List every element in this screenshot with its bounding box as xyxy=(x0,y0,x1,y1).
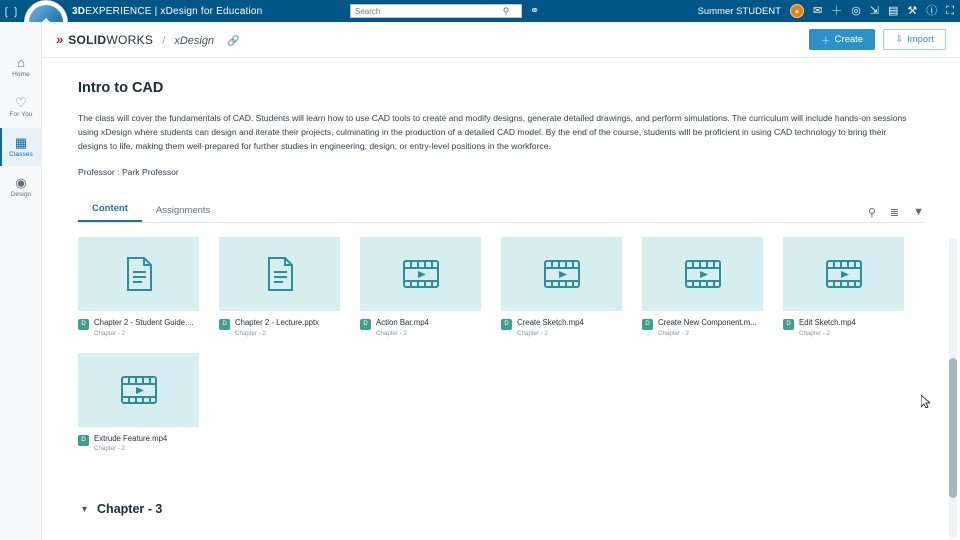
content-card[interactable] xyxy=(360,237,481,337)
video-icon xyxy=(684,259,722,289)
content-card[interactable] xyxy=(78,353,199,453)
card-meta xyxy=(783,318,904,337)
page-description: The class will cover the fundamentals of CAD. Students will learn how to use CAD tools to create and modify designs, generate detailed drawings, and perform simulations. The curriculum will include hands-on sessions using xDesign where students can design and iterate their projects, culminating in the production of a detailed CAD model. By the end of the course, students will be proficient in using CAD technology to bring their designs to life, making them well-prepared for further studies in engineering, design, or entry-level positions in the workforce. xyxy=(78,113,907,151)
sidebar-item-home[interactable] xyxy=(0,48,42,86)
card-title: Chapter 2 - Lecture.pptx xyxy=(235,317,320,327)
link-icon[interactable]: 🔗 xyxy=(227,36,240,47)
collaborate-icon[interactable]: ◎ xyxy=(851,4,861,17)
sidebar-item-label: Classes xyxy=(9,151,33,158)
heart-icon: ♡ xyxy=(15,95,27,110)
brand-title xyxy=(72,6,262,17)
tab-tools xyxy=(868,206,924,219)
tab-assignments-label: Assignments xyxy=(155,204,211,216)
card-title: Extrude Feature.mp4 xyxy=(94,433,168,443)
content-card[interactable] xyxy=(783,237,904,337)
card-title: Edit Sketch.mp4 xyxy=(799,317,856,327)
content-card-grid xyxy=(78,237,923,468)
app-name: xDesign xyxy=(174,35,215,47)
global-search[interactable] xyxy=(350,4,522,18)
card-meta xyxy=(501,318,622,337)
card-thumbnail xyxy=(783,237,904,311)
file-type-badge: D xyxy=(219,319,230,330)
card-title: Create New Component.m... xyxy=(658,317,757,327)
sort-icon[interactable]: ≣ xyxy=(889,206,900,219)
chapter-title: Chapter - 3 xyxy=(97,502,163,517)
card-thumbnail xyxy=(642,237,763,311)
header-buttons xyxy=(809,29,946,50)
product-name-bold: SOLID xyxy=(68,33,107,47)
tools-icon[interactable]: ⚒ xyxy=(907,4,918,17)
import-button-label: Import xyxy=(907,34,934,45)
card-subtitle: Chapter - 2 xyxy=(94,445,125,453)
search-input[interactable] xyxy=(351,5,499,17)
card-title: Create Sketch.mp4 xyxy=(517,317,584,327)
avatar[interactable]: ● xyxy=(790,4,804,18)
tab-content[interactable] xyxy=(78,203,142,222)
professor-line: Professor : Park Professor xyxy=(78,166,179,177)
product-name-light: WORKS xyxy=(106,33,154,47)
top-bar-actions xyxy=(698,0,954,22)
page-body xyxy=(42,58,960,516)
user-name: Summer STUDENT xyxy=(697,5,781,17)
scrollbar-track[interactable] xyxy=(949,238,957,538)
file-type-badge: D xyxy=(501,319,512,330)
clipboard-icon[interactable]: ▤ xyxy=(888,4,899,17)
add-icon[interactable]: ＋ xyxy=(831,4,843,17)
card-subtitle: Chapter - 2 xyxy=(94,329,125,337)
card-subtitle: Chapter - 2 xyxy=(517,329,548,337)
file-type-badge: D xyxy=(78,319,89,330)
3d-search-icon[interactable]: ⚭ xyxy=(530,5,540,17)
card-meta xyxy=(360,318,481,337)
document-icon xyxy=(265,257,295,291)
sidebar-item-label: For You xyxy=(9,111,33,118)
brand-prefix: 3D xyxy=(72,5,86,17)
card-subtitle: Chapter - 2 xyxy=(235,329,266,337)
tab-content-label: Content xyxy=(92,202,128,214)
tab-bar xyxy=(78,199,924,223)
sidebar-item-for-you[interactable] xyxy=(0,88,42,126)
file-type-badge: D xyxy=(783,319,794,330)
card-subtitle: Chapter - 2 xyxy=(658,329,689,337)
card-meta xyxy=(642,318,763,337)
card-title: Chapter 2 - Student Guide.... xyxy=(94,317,194,327)
page-title: Intro to CAD xyxy=(78,80,164,96)
content-card[interactable] xyxy=(642,237,763,337)
search-icon[interactable]: ⚲ xyxy=(502,5,510,16)
file-type-badge: D xyxy=(78,435,89,446)
classes-icon: ▦ xyxy=(14,135,28,150)
search-icon[interactable]: ⚲ xyxy=(867,206,876,219)
card-thumbnail xyxy=(78,353,199,427)
solidworks-logo[interactable] xyxy=(56,32,240,47)
share-icon[interactable]: ⇲ xyxy=(869,4,880,17)
ds-mark-icon: » xyxy=(56,32,64,47)
home-icon: ⌂ xyxy=(17,55,25,70)
content-card[interactable] xyxy=(78,237,199,337)
dassault-logo-icon: ❲❳ xyxy=(1,5,21,18)
video-icon xyxy=(120,375,158,405)
app-header xyxy=(42,22,960,58)
design-icon: ◉ xyxy=(15,175,27,190)
card-thumbnail xyxy=(219,237,340,311)
card-thumbnail xyxy=(501,237,622,311)
plus-icon: ＋ xyxy=(821,35,831,47)
left-rail xyxy=(0,22,42,540)
import-icon: ⇩ xyxy=(895,34,904,45)
card-thumbnail xyxy=(360,237,481,311)
main-content xyxy=(42,22,960,540)
document-icon xyxy=(124,257,154,291)
card-subtitle: Chapter - 2 xyxy=(799,329,830,337)
file-type-badge: D xyxy=(360,319,371,330)
sidebar-item-classes[interactable] xyxy=(0,128,42,166)
card-meta xyxy=(219,318,340,337)
message-icon[interactable]: ✉ xyxy=(812,4,823,17)
content-card[interactable] xyxy=(501,237,622,337)
fullscreen-icon[interactable]: ⛶ xyxy=(946,4,954,17)
chapter-section-header[interactable] xyxy=(78,502,924,516)
video-icon xyxy=(825,259,863,289)
scrollbar-thumb[interactable] xyxy=(949,358,957,498)
filter-icon[interactable]: ▼ xyxy=(913,205,924,218)
card-thumbnail xyxy=(78,237,199,311)
create-button[interactable] xyxy=(809,29,875,50)
create-button-label: Create xyxy=(834,34,864,45)
card-title: Action Bar.mp4 xyxy=(376,317,429,327)
header-separator: / xyxy=(162,35,166,47)
product-name xyxy=(68,33,153,47)
content-card[interactable] xyxy=(219,237,340,337)
sidebar-item-design[interactable] xyxy=(0,168,42,206)
sidebar-item-label: Home xyxy=(12,71,30,78)
top-bar xyxy=(0,0,960,22)
video-icon xyxy=(543,259,581,289)
video-icon xyxy=(402,259,440,289)
chevron-down-icon[interactable]: ▾ xyxy=(82,503,88,515)
card-meta xyxy=(78,318,199,337)
import-button[interactable] xyxy=(883,29,946,50)
file-type-badge: D xyxy=(642,319,653,330)
card-meta xyxy=(78,434,199,453)
tab-assignments[interactable] xyxy=(142,205,224,222)
help-icon[interactable]: ⓘ xyxy=(926,4,938,17)
brand-suffix: EXPERIENCE | xDesign for Education xyxy=(85,5,263,17)
sidebar-item-label: Design xyxy=(10,191,32,198)
card-subtitle: Chapter - 2 xyxy=(376,329,407,337)
